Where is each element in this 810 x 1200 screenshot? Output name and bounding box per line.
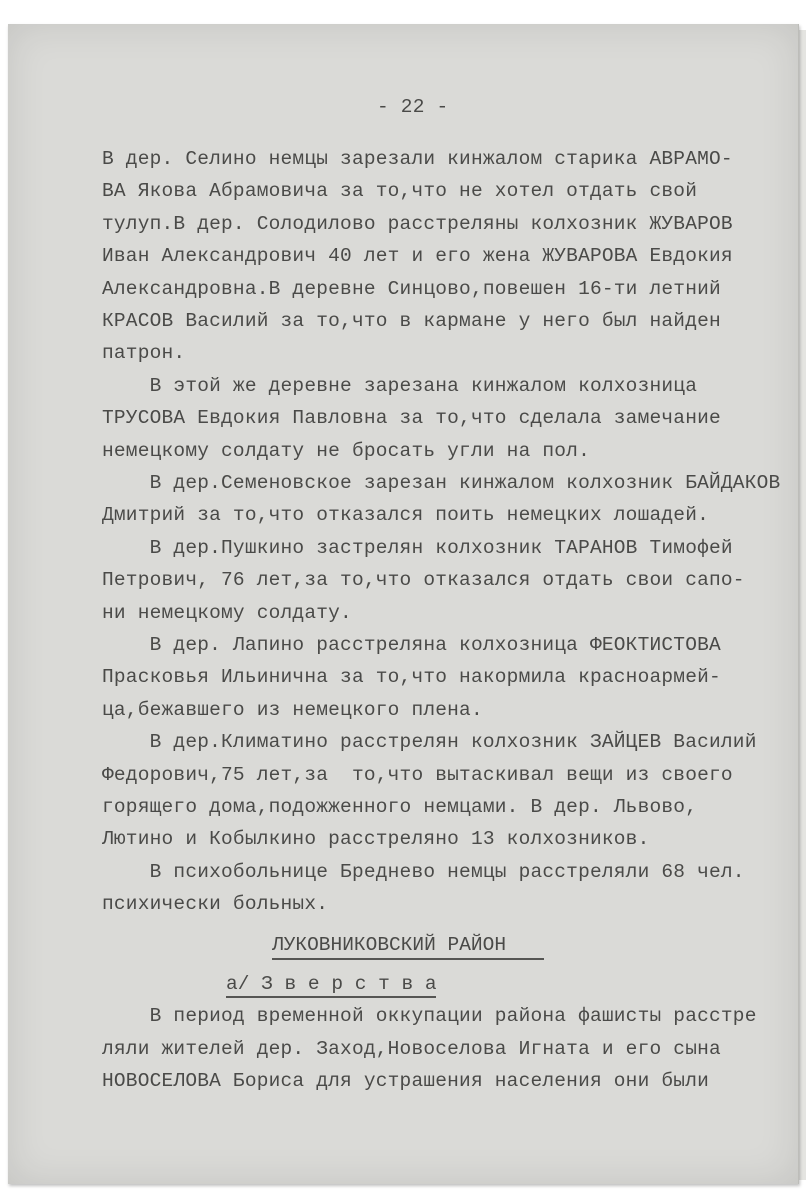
text-line: В период временной оккупации района фашисты расстре (102, 1005, 757, 1027)
text-line: В дер.Семеновское зарезан кинжалом колхозник БАЙДАКОВ (102, 472, 781, 494)
section-heading-underline (272, 958, 544, 960)
text-line: немецкому солдату не бросать угли на пол. (102, 439, 590, 462)
subsection-heading: а/ З в е р с т в а (226, 973, 437, 995)
subsection-heading-underline (226, 996, 436, 998)
text-line: психически больных. (102, 893, 329, 916)
text-line: Иван Александрович 40 лет и его жена ЖУВАРОВА Евдокия (102, 245, 733, 268)
text-line: КРАСОВ Василий за то,что в кармане у него был найден (102, 310, 721, 332)
text-line: Прасковья Ильинична за то,что накормила красноармей- (102, 666, 721, 689)
text-line: Лютино и Кобылкино расстреляно 13 колхозников. (102, 828, 650, 851)
text-line: В дер.Климатино расстрелян колхозник ЗАЙЦЕВ Василий (102, 731, 757, 754)
text-line: В дер.Пушкино застрелян колхозник ТАРАНОВ Тимофей (102, 536, 733, 559)
text-line: тулуп.В дер. Солодилово расстреляны колхозник ЖУВАРОВ (102, 212, 733, 235)
text-line: В психобольнице Бреднево немцы расстреляли 68 чел. (102, 860, 745, 883)
text-line: Дмитрий за то,что отказался поить немецких лошадей. (102, 504, 709, 527)
section-heading: ЛУКОВНИКОВСКИЙ РАЙОН (272, 934, 507, 956)
text-line: ВА Якова Абрамовича за то,что не хотел отдать свой (102, 180, 698, 203)
text-line: ляли жителей дер. Заход,Новоселова Игната и его сына (102, 1037, 721, 1060)
text-line: горящего дома,подожженного немцами. В дер. Львово, (102, 796, 698, 818)
page-number: - 22 - (377, 96, 449, 118)
text-line: Александровна.В деревне Синцово,повешен 16-ти летний (102, 277, 721, 300)
text-line: В дер. Селино немцы зарезали кинжалом старика АВРАМО- (102, 148, 733, 170)
text-line: В этой же деревне зарезана кинжалом колхозница (102, 374, 698, 397)
text-line: Федорович,75 лет,за то,что вытаскивал вещи из своего (102, 763, 733, 786)
text-line: патрон. (102, 342, 186, 365)
text-line: ца,бежавшего из немецкого плена. (102, 698, 483, 721)
text-line: ни немецкому солдату. (102, 601, 352, 624)
text-line: ТРУСОВА Евдокия Павловна за то,что сделала замечание (102, 407, 721, 430)
text-line: Петрович, 76 лет,за то,что отказался отдать свои сапо- (102, 569, 745, 592)
text-line: В дер. Лапино расстреляна колхозница ФЕОКТИСТОВА (102, 634, 721, 656)
text-line: НОВОСЕЛОВА Бориса для устрашения населения они были (102, 1070, 709, 1092)
